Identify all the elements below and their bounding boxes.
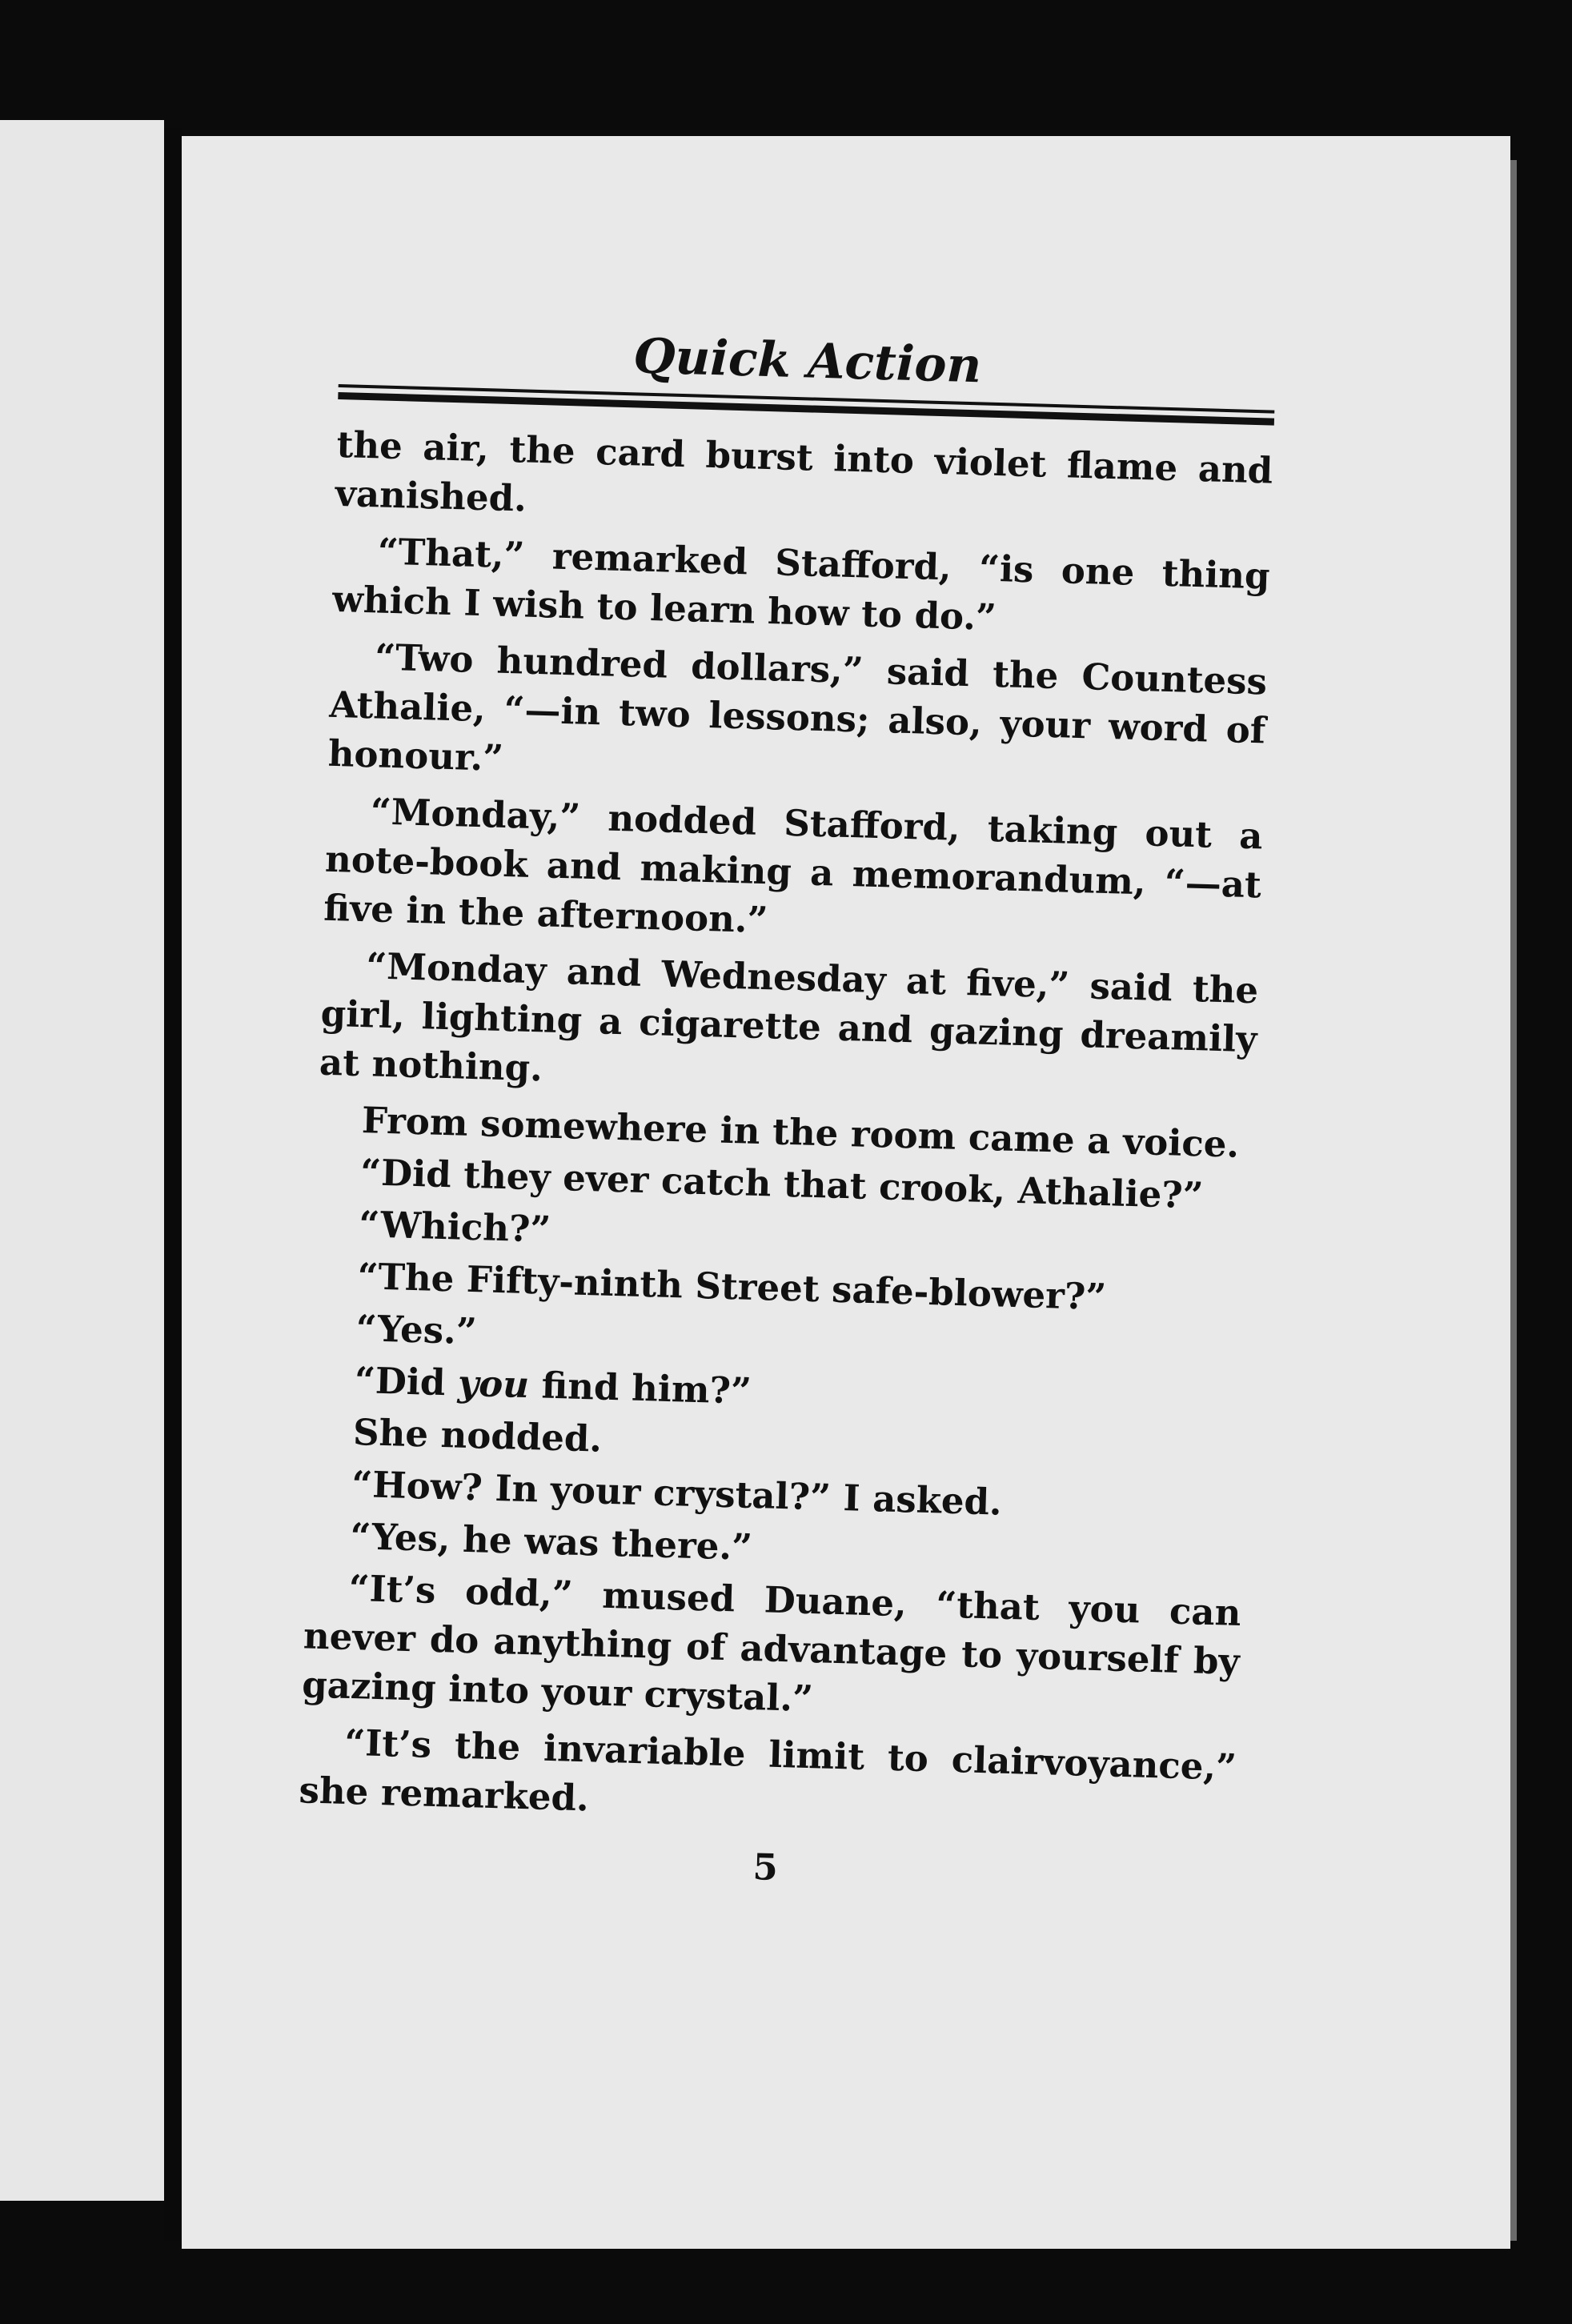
paragraph: “Two hundred dollars,” said the Countess Athalie, “—in two lessons; also, your word of honour.” (327, 635, 1268, 779)
running-head: Quick Action (632, 328, 983, 395)
page-edge-shadow (1510, 160, 1517, 2241)
paragraph: “Yes.” (355, 1307, 478, 1353)
paragraph-part: “Did (354, 1359, 459, 1404)
paragraph: “That,” remarked Stafford, “is one thing which I wish to learn how to do.” (331, 530, 1271, 639)
page-number: 5 (752, 1845, 779, 1889)
paragraph: the air, the card burst into violet flame and vanished. (335, 423, 1273, 520)
body-text (299, 420, 1273, 1841)
paragraph: “How? In your crystal?” I asked. (351, 1462, 1003, 1524)
facing-page-edge (0, 120, 164, 2201)
paragraph: She nodded. (352, 1411, 603, 1461)
paragraph-part: find him?” (528, 1364, 752, 1412)
book-spine (164, 128, 182, 2241)
paragraph: From somewhere in the room came a voice. (361, 1099, 1240, 1166)
paragraph: “Monday and Wednesday at five,” said the girl, lighting a cigarette and gazing dreamily at nothing. (319, 944, 1259, 1090)
paragraph: “It’s odd,” mused Duane, “that you can never do anything of advantage to yourself by gazing into your crystal.” (301, 1566, 1242, 1721)
paragraph: “Yes, he was there.” (349, 1514, 753, 1569)
page-text-block (297, 320, 1277, 1905)
paragraph: “The Fifty-ninth Street safe-blower?” (356, 1255, 1107, 1319)
paragraph: “Which?” (358, 1203, 551, 1251)
emphasis-text: you (457, 1361, 530, 1407)
paragraph: “Monday,” nodded Stafford, taking out a note-book and making a memorandum, “—at five in the afternoon.” (323, 790, 1264, 942)
paragraph: “Did they ever catch that crook, Athalie?” (359, 1151, 1205, 1217)
paragraph: “It’s the invariable limit to clairvoyance,” she remarked. (298, 1721, 1237, 1820)
